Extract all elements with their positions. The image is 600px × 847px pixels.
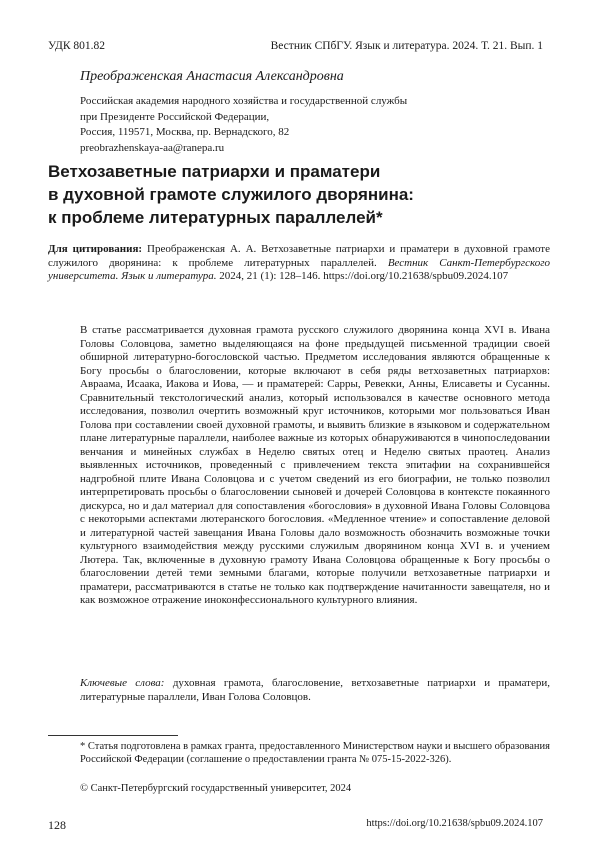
abstract: В статье рассматривается духовная грамота русского служилого дворянина конца XVI в. Ивана Головы Соловцова, заметно выделяющаяся на фоне предыдущей письменной традиции своей обширной литературно-богословской частью. Предметом исследования являются обращенные к Богу просьбы о благословении, которые включают в себя ряды ветхозаветных патриархов: Авраама, Исаака, Иакова и Иова, — и праматерей: Сарры, Ревекки, Анны, Елисаветы и Сусанны. Сравнительный текстологический анализ, который использовался в качестве основного метода исследования, позволил очертить возможный круг источников, которыми мог пользоваться Иван Голова при составлении своей духовной грамоты, и выявить близкие в языковом и содержательном плане литературные параллели, наиболее важные из которых обнаруживаются в чинопоследовании венчания и минейных службах в Неделю святых отец и Неделю святых праотец. Анализ выявленных источников, проведенный с привлечением текста эпитафии на сохранившейся надгробной плите Ивана Соловцова и с учетом сведений из его биографии, не только позволил интерпретировать просьбы о благословении сыновей и дочерей Соловцова в контексте покаянного дискурса, но и дал материал для сопоставления «богословия» в духовной Ивана Головы Соловцова с некоторыми аспектами лютеранского богословия. «Медленное чтение» и сопоставление деловой и литературной частей завещания Ивана Головы дало возможность обозначить возможные точки культурного взаимодействия между русскими служилым дворянином конца XVI в. и учением Лютера. Так, включенные в духовную грамоту Ивана Соловцова обращенные к Богу просьбы о благословении детей теми земными благами, которые получили ветхозаветные патриархи и праматери, рассматриваются в статье не только как подтверждение начитанности завещателя, но и как возможное отражение иноконфессионального культурного влияния. xyxy=(80,324,550,606)
affiliation-line: при Президенте Российской Федерации, xyxy=(80,110,270,123)
footnote-divider xyxy=(48,735,178,736)
title-line: Ветхозаветные патриархи и праматери xyxy=(48,162,381,181)
keywords-text: духовная грамота, благословение, ветхозаветные патриархи и праматери, литературные параллели, Иван Голова Соловцов. xyxy=(80,677,550,703)
journal-header: Вестник СПбГУ. Язык и литература. 2024. Т. 21. Вып. 1 xyxy=(270,40,543,52)
citation-doi[interactable]: https://doi.org/10.21638/spbu09.2024.107 xyxy=(323,270,509,282)
page-number: 128 xyxy=(48,818,66,832)
udk-code: УДК 801.82 xyxy=(48,40,105,52)
title-line: в духовной грамоте служилого дворянина: xyxy=(48,185,414,204)
citation-label: Для цитирования: xyxy=(48,243,143,255)
keywords-block xyxy=(80,677,550,704)
citation-journal: Вестник Санкт-Петербургского университета. Язык и литература. xyxy=(48,256,550,282)
affiliation-line: Российская академия народного хозяйства и государственной службы xyxy=(80,95,408,107)
copyright: © Санкт-Петербургский государственный университет, 2024 xyxy=(80,783,352,794)
citation-block xyxy=(48,243,550,284)
affiliation-address: Россия, 119571, Москва, пр. Вернадского, 82 xyxy=(80,126,290,138)
footnote: * Статья подготовлена в рамках гранта, предоставленного Министерством науки и высшего образования Российской Федерации (соглашение о предоставлении гранта № 075-15-2022-326). xyxy=(80,741,550,765)
citation-details: 2024, 21 (1): 128–146. xyxy=(219,270,321,282)
author-name: Преображенская Анастасия Александровна xyxy=(80,69,344,84)
article-title xyxy=(48,160,568,229)
author-affiliation xyxy=(80,94,407,156)
keywords-label: Ключевые слова: xyxy=(80,677,165,689)
citation-text: Преображенская А. А. Ветхозаветные патриархи и праматери в духовной грамоте служилого дворянина: к проблеме литературных параллелей. xyxy=(48,243,550,269)
author-email[interactable]: preobrazhenskaya-aa@ranepa.ru xyxy=(80,141,225,154)
title-line: к проблеме литературных параллелей* xyxy=(48,208,383,227)
footer-doi[interactable]: https://doi.org/10.21638/spbu09.2024.107 xyxy=(366,818,543,829)
